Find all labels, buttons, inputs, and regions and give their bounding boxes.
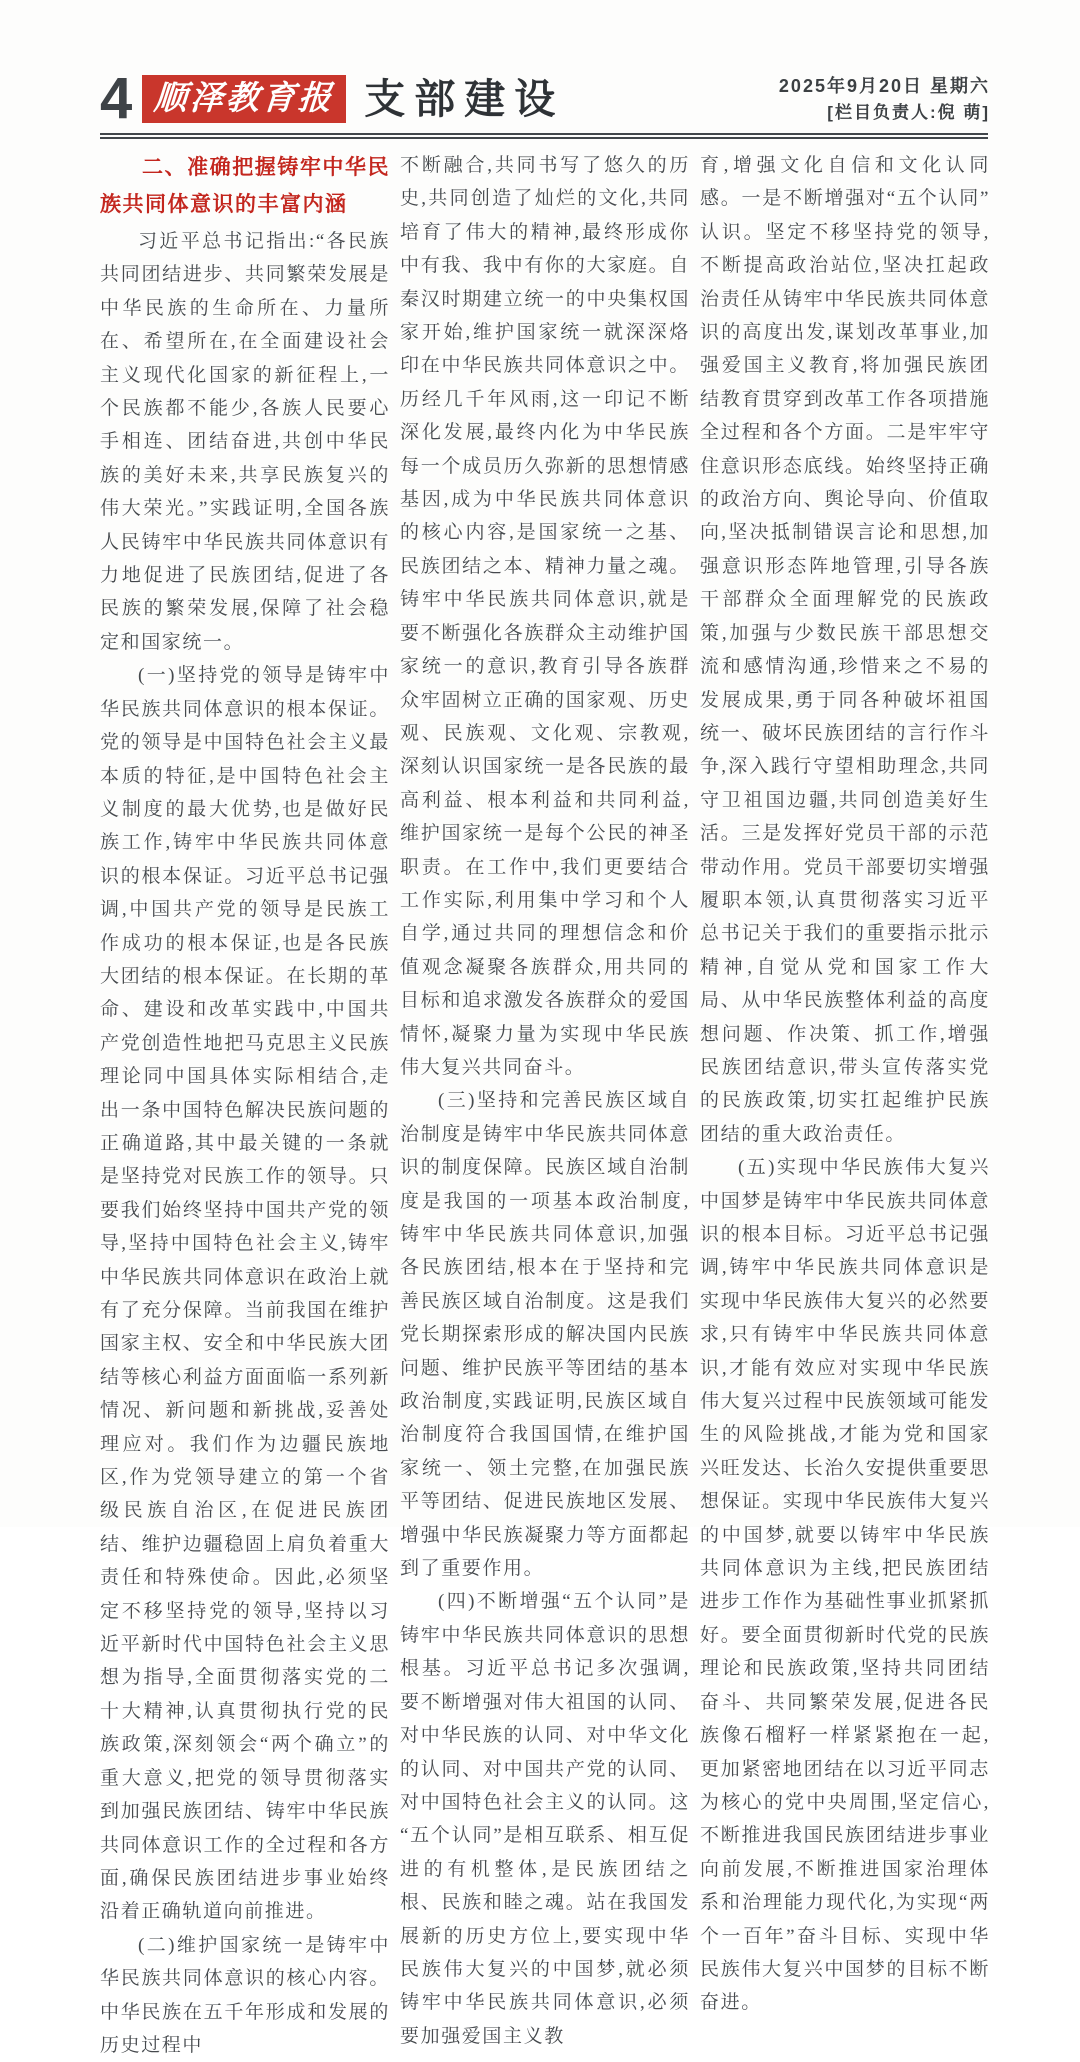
article-paragraph: 不断融合,共同书写了悠久的历史,共同创造了灿烂的文化,共同培育了伟大的精神,最终形成你中有我、我中有你的大家庭。自秦汉时期建立统一的中央集权国家开始,维护国家统一就深深烙印在中华民族共同体意识之中。历经几千年风雨,这一印记不断深化发展,最终内化为中华民族每一个成员历久弥新的思想情感基因,成为中华民族共同体意识的核心内容,是国家统一之基、民族团结之本、精神力量之魂。铸牢中华民族共同体意识,就是要不断强化各族群众主动维护国家统一的意识,教育引导各族群众牢固树立正确的国家观、历史观、民族观、文化观、宗教观,深刻认识国家统一是各民族的最高利益、根本利益和共同利益,维护国家统一是每个公民的神圣职责。在工作中,我们更要结合工作实际,利用集中学习和个人自学,通过共同的理想信念和价值观念凝聚各族群众,用共同的目标和追求激发各族群众的爱国情怀,凝聚力量为实现中华民族伟大复兴共同奋斗。 [400, 155, 690, 1078]
article-heading: 二、准确把握铸牢中华民族共同体意识的丰富内涵 [100, 156, 390, 216]
article-paragraph: 习近平总书记指出:“各民族共同团结进步、共同繁荣发展是中华民族的生命所在、力量所在、希望所在,在全面建设社会主义现代化国家的新征程上,一个民族都不能少,各族人民要心手相连、团结奋进,共创中华民族的美好未来,共享民族复兴的伟大荣光。”实践证明,全国各族人民铸牢中华民族共同体意识有力地促进了民族团结,促进了各民族的繁荣发展,保障了社会稳定和国家统一。 [100, 231, 390, 653]
section-title: 支部建设 [364, 75, 565, 122]
page-number: 4 [100, 66, 133, 131]
article-paragraph: (三)坚持和完善民族区域自治制度是铸牢中华民族共同体意识的制度保障。民族区域自治制度是我国的一项基本政治制度,铸牢中华民族共同体意识,加强各民族团结,根本在于坚持和完善民族区域自治制度。这是我们党长期探索形成的解决国内民族问题、维护民族平等团结的基本政治制度,实践证明,民族区域自治制度符合我国国情,在维护国家统一、领土完整,在加强民族平等团结、促进民族地区发展、增强中华民族凝聚力等方面都起到了重要作用。 [400, 1090, 690, 1580]
header-meta [779, 73, 990, 126]
page-header [100, 68, 990, 130]
article-paragraph: (一)坚持党的领导是铸牢中华民族共同体意识的根本保证。党的领导是中国特色社会主义最本质的特征,是中国特色社会主义制度的最大优势,也是做好民族工作,铸牢中华民族共同体意识的根本保证。习近平总书记强调,中国共产党的领导是民族工作成功的根本保证,也是各民族大团结的根本保证。在长期的革命、建设和改革实践中,中国共产党创造性地把马克思主义民族理论同中国具体实际相结合,走出一条中国特色解决民族问题的正确道路,其中最关键的一条就是坚持党对民族工作的领导。只要我们始终坚持中国共产党的领导,坚持中国特色社会主义,铸牢中华民族共同体意识在政治上就有了充分保障。当前我国在维护国家主权、安全和中华民族大团结等核心利益方面面临一系列新情况、新问题和新挑战,妥善处理应对。我们作为边疆民族地区,作为党领导建立的第一个省级民族自治区,在促进民族团结、维护边疆稳固上肩负着重大责任和特殊使命。因此,必须坚定不移坚持党的领导,坚持以习近平新时代中国特色社会主义思想为指导,全面贯彻落实党的二十大精神,认真贯彻执行党的民族政策,深刻领会“两个确立”的重大意义,把党的领导贯彻落实到加强民族团结、铸牢中华民族共同体意识工作的全过程和各方面,确保民族团结进步事业始终沿着正确轨道向前推进。 [100, 665, 390, 1923]
article-column-1 [100, 149, 390, 2062]
article-paragraph: (五)实现中华民族伟大复兴中国梦是铸牢中华民族共同体意识的根本目标。习近平总书记强调,铸牢中华民族共同体意识是实现中华民族伟大复兴的必然要求,只有铸牢中华民族共同体意识,才能有效应对实现中华民族伟大复兴过程中民族领域可能发生的风险挑战,才能为党和国家兴旺发达、长治久安提供重要思想保证。实现中华民族伟大复兴的中国梦,就要以铸牢中华民族共同体意识为主线,把民族团结进步工作作为基础性事业抓紧抓好。要全面贯彻新时代党的民族理论和民族政策,坚持共同团结奋斗、共同繁荣发展,促进各民族像石榴籽一样紧紧抱在一起,更加紧密地团结在以习近平同志为核心的党中央周围,坚定信心,不断推进我国民族团结进步事业向前发展,不断推进国家治理体系和治理能力现代化,为实现“两个一百年”奋斗目标、实现中华民族伟大复兴中国梦的目标不断奋进。 [700, 1157, 990, 2014]
article-column-2 [400, 149, 690, 2062]
header-divider-rule [100, 133, 988, 139]
masthead-title: 顺泽教育报 [152, 77, 336, 117]
article-paragraph: (二)维护国家统一是铸牢中华民族共同体意识的核心内容。中华民族在五千年形成和发展的历史过程中 [100, 1934, 390, 2056]
article-column-3 [700, 149, 990, 2062]
article-body [100, 149, 990, 2062]
editor-line: [栏目负责人:倪 萌] [827, 102, 990, 122]
date-line: 2025年9月20日 星期六 [778, 75, 990, 96]
article-paragraph: 育,增强文化自信和文化认同感。一是不断增强对“五个认同”认识。坚定不移坚持党的领导,不断提高政治站位,坚决扛起政治责任从铸牢中华民族共同体意识的高度出发,谋划改革事业,加强爱国主义教育,将加强民族团结教育贯穿到改革工作各项措施全过程和各个方面。二是牢牢守住意识形态底线。始终坚持正确的政治方向、舆论导向、价值取向,坚决抵制错误言论和思想,加强意识形态阵地管理,引导各族干部群众全面理解党的民族政策,加强与少数民族干部思想交流和感情沟通,珍惜来之不易的发展成果,勇于同各种破坏祖国统一、破坏民族团结的言行作斗争,深入践行守望相助理念,共同守卫祖国边疆,共同创造美好生活。三是发挥好党员干部的示范带动作用。党员干部要切实增强履职本领,认真贯彻落实习近平总书记关于我们的重要指示批示精神,自觉从党和国家工作大局、从中华民族整体利益的高度想问题、作决策、抓工作,增强民族团结意识,带头宣传落实党的民族政策,切实扛起维护民族团结的重大政治责任。 [700, 155, 990, 1145]
article-paragraph: (四)不断增强“五个认同”是铸牢中华民族共同体意识的思想根基。习近平总书记多次强调,要不断增强对伟大祖国的认同、对中华民族的认同、对中华文化的认同、对中国共产党的认同、对中国特色社会主义的认同。这“五个认同”是相互联系、相互促进的有机整体,是民族团结之根、民族和睦之魂。站在我国发展新的历史方位上,要实现中华民族伟大复兴的中国梦,就必须铸牢中华民族共同体意识,必须要加强爱国主义教 [400, 1591, 690, 2047]
masthead-box [142, 75, 346, 123]
